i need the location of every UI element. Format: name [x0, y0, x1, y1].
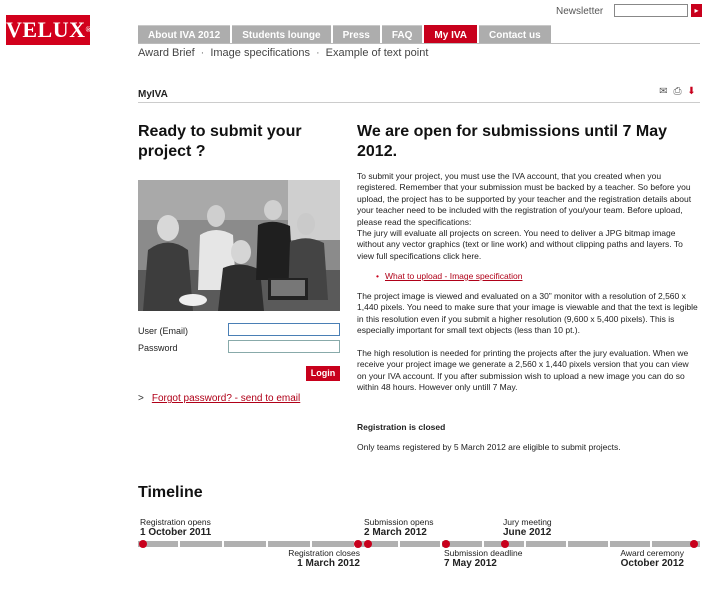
- title-divider: [138, 102, 700, 103]
- registered-mark: ®: [85, 25, 92, 34]
- tab-about-iva-2012[interactable]: About IVA 2012: [138, 25, 230, 44]
- submissions-heading: We are open for submissions until 7 May 2012.: [357, 123, 667, 160]
- students-photo: [138, 180, 340, 311]
- tab-my-iva[interactable]: My IVA: [424, 25, 477, 44]
- timeline-segment: [568, 541, 608, 547]
- bullet-icon: •: [376, 271, 379, 281]
- newsletter-label: Newsletter: [556, 6, 604, 17]
- timeline-marker: [442, 540, 450, 548]
- event-jury-meeting-label: Jury meeting: [503, 517, 552, 527]
- newsletter-input[interactable]: [614, 4, 688, 17]
- event-award-ceremony-label: Award ceremony: [620, 548, 684, 558]
- arrow-right-icon: ▸: [694, 6, 699, 15]
- timeline-segment: [268, 541, 310, 547]
- image-specification-link[interactable]: What to upload - Image specification: [384, 271, 523, 281]
- timeline-segment: [610, 541, 650, 547]
- timeline-segment: [356, 541, 398, 547]
- registration-note: Only teams registered by 5 March 2012 are eligible to submit projects.: [357, 442, 621, 452]
- tab-students-lounge[interactable]: Students lounge: [232, 25, 330, 44]
- event-submission-opens-label: Submission opens: [364, 517, 434, 527]
- email-icon[interactable]: ✉: [659, 86, 668, 97]
- forgot-password-row: [138, 393, 300, 404]
- password-input[interactable]: [228, 340, 340, 353]
- subnav-example-text-point[interactable]: Example of text point: [325, 47, 429, 59]
- submission-intro-text: To submit your project, you must use the IVA account, that you created when you registered. Remember that your submission must be backed by a teacher. So before you upload, the project has to be supported by your teacher and the registration details about your teacher need to be included with the registration of you/your team. Before upload, please read the specifications:: [357, 171, 692, 227]
- subnav-image-specifications[interactable]: Image specifications: [210, 47, 310, 59]
- timeline-segment: [224, 541, 266, 547]
- timeline-marker: [690, 540, 698, 548]
- forgot-password-link[interactable]: Forgot password? - send to email: [151, 393, 301, 404]
- tab-contact-us[interactable]: Contact us: [479, 25, 551, 44]
- subnav-separator: ·: [316, 47, 320, 59]
- event-submission-deadline-date: 7 May 2012: [444, 558, 497, 569]
- timeline-segment: [180, 541, 222, 547]
- event-submission-opens-date: 2 March 2012: [364, 527, 427, 538]
- tab-press[interactable]: Press: [333, 25, 380, 44]
- event-registration-closes-label: Registration closes: [288, 548, 360, 558]
- registration-closed-heading: Registration is closed: [357, 422, 446, 432]
- login-button[interactable]: Login: [306, 366, 340, 381]
- tab-faq[interactable]: FAQ: [382, 25, 423, 44]
- user-email-label: User (Email): [138, 326, 189, 336]
- event-award-ceremony-date: October 2012: [620, 558, 684, 569]
- timeline-marker: [364, 540, 372, 548]
- spec-link-item: [376, 271, 522, 281]
- user-email-input[interactable]: [228, 323, 340, 336]
- newsletter-submit-button[interactable]: [691, 4, 702, 17]
- chevron-right-icon: >: [138, 393, 144, 404]
- print-icon[interactable]: ⎙: [673, 86, 682, 97]
- page-tools: [658, 87, 697, 97]
- high-resolution-text: The high resolution is needed for printing the projects after the jury evaluation. When we receive your project image we generate a 2,560 x 1,440 pixels version that you can view on your IVA account. If you after submission wish to upload a new image you can do so within 48 hours. However only untill 7 May.: [357, 348, 689, 393]
- timeline-segment: [312, 541, 354, 547]
- event-registration-closes-date: 1 March 2012: [297, 558, 360, 569]
- timeline-marker: [354, 540, 362, 548]
- tab-divider: [138, 43, 700, 44]
- event-registration-opens-label: Registration opens: [140, 517, 211, 527]
- password-label: Password: [138, 343, 178, 353]
- resolution-text: The project image is viewed and evaluated on a 30” monitor with a resolution of 2,560 x 1,440 pixels. You need to make sure that your image is viewable and that the text is legible in this resolution even if you submit a higher resolution (9,600 x 5,400 pixels). This is especially important for small text objects (less than 10 pt.).: [357, 291, 698, 336]
- logo-text: VELUX: [6, 17, 86, 42]
- timeline-marker: [501, 540, 509, 548]
- timeline-marker: [139, 540, 147, 548]
- login-heading: Ready to submit your project ?: [138, 123, 302, 160]
- timeline-segment: [400, 541, 440, 547]
- velux-logo[interactable]: [6, 15, 90, 45]
- jury-evaluation-text: The jury will evaluate all projects on screen. You need to deliver a JPG bitmap image without any vector graphics (text or line work) and without clipping paths and layers. To view full specifications click here.: [357, 228, 683, 261]
- timeline-segment: [526, 541, 566, 547]
- page-title: MyIVA: [138, 89, 168, 100]
- event-submission-deadline-label: Submission deadline: [444, 548, 523, 558]
- event-registration-opens-date: 1 October 2011: [140, 527, 212, 538]
- subnav-award-brief[interactable]: Award Brief: [138, 47, 195, 59]
- sub-navigation: [138, 47, 428, 59]
- subnav-separator: ·: [200, 47, 205, 59]
- pdf-icon[interactable]: ⬇: [687, 86, 696, 97]
- timeline-title: Timeline: [138, 484, 203, 501]
- event-jury-meeting-date: June 2012: [503, 527, 552, 538]
- main-tabs: [138, 25, 553, 44]
